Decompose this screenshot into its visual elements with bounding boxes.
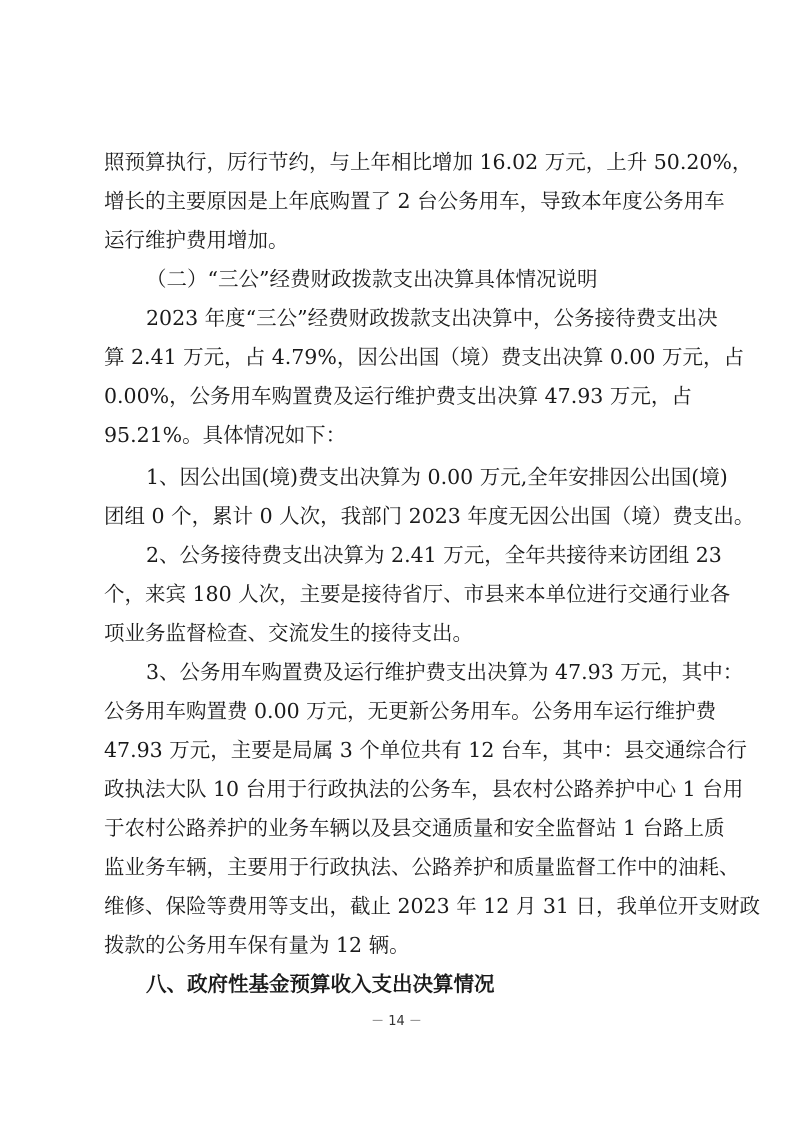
text-line: 公务用车购置费 0.00 万元，无更新公务用车。公务用车运行维护费 — [104, 699, 717, 723]
text-line: 3、公务用车购置费及运行维护费支出决算为 47.93 万元，其中： — [146, 660, 744, 684]
text-line: 于农村公路养护的业务车辆以及县交通质量和安全监督站 1 台路上质 — [104, 816, 725, 840]
text-line: 47.93 万元，主要是局属 3 个单位共有 12 台车，其中：县交通综合行 — [104, 738, 747, 762]
text-line: 监业务车辆，主要用于行政执法、公路养护和质量监督工作中的油耗、 — [104, 855, 740, 879]
text-line: 95.21%。具体情况如下： — [104, 423, 347, 447]
text-line: 项业务监督检查、交流发生的接待支出。 — [104, 621, 473, 645]
text-line: 0.00%，公务用车购置费及运行维护费支出决算 47.93 万元，占 — [104, 384, 692, 408]
text-line: 增长的主要原因是上年底购置了 2 台公务用车，导致本年度公务用车 — [104, 189, 725, 213]
section-heading: （二）“三公”经费财政拨款支出决算具体情况说明 — [146, 267, 598, 291]
text-line: 算 2.41 万元，占 4.79%，因公出国（境）费支出决算 0.00 万元，占 — [104, 345, 744, 369]
text-line: 政执法大队 10 台用于行政执法的公务车，县农村公路养护中心 1 台用 — [104, 777, 744, 801]
text-line: 照预算执行，厉行节约，与上年相比增加 16.02 万元，上升 50.20%， — [104, 150, 753, 174]
text-line: 运行维护费用增加。 — [104, 228, 289, 252]
text-line: 2023 年度“三公”经费财政拨款支出决算中，公务接待费支出决 — [146, 306, 718, 330]
text-line: 维修、保险等费用等支出，截止 2023 年 12 月 31 日，我单位开支财政 — [104, 894, 760, 918]
text-line: 拨款的公务用车保有量为 12 辆。 — [104, 933, 410, 957]
page-number: － 14 － — [371, 1014, 422, 1029]
text-line: 团组 0 个，累计 0 人次，我部门 2023 年度无因公出国（境）费支出。 — [104, 504, 755, 528]
text-line: 1、因公出国(境)费支出决算为 0.00 万元,全年安排因公出国(境) — [146, 465, 728, 489]
text-line: 个，来宾 180 人次，主要是接待省厅、市县来本单位进行交通行业各 — [104, 582, 731, 606]
main-heading: 八、政府性基金预算收入支出决算情况 — [146, 972, 495, 996]
text-line: 2、公务接待费支出决算为 2.41 万元，全年共接待来访团组 23 — [146, 543, 722, 567]
